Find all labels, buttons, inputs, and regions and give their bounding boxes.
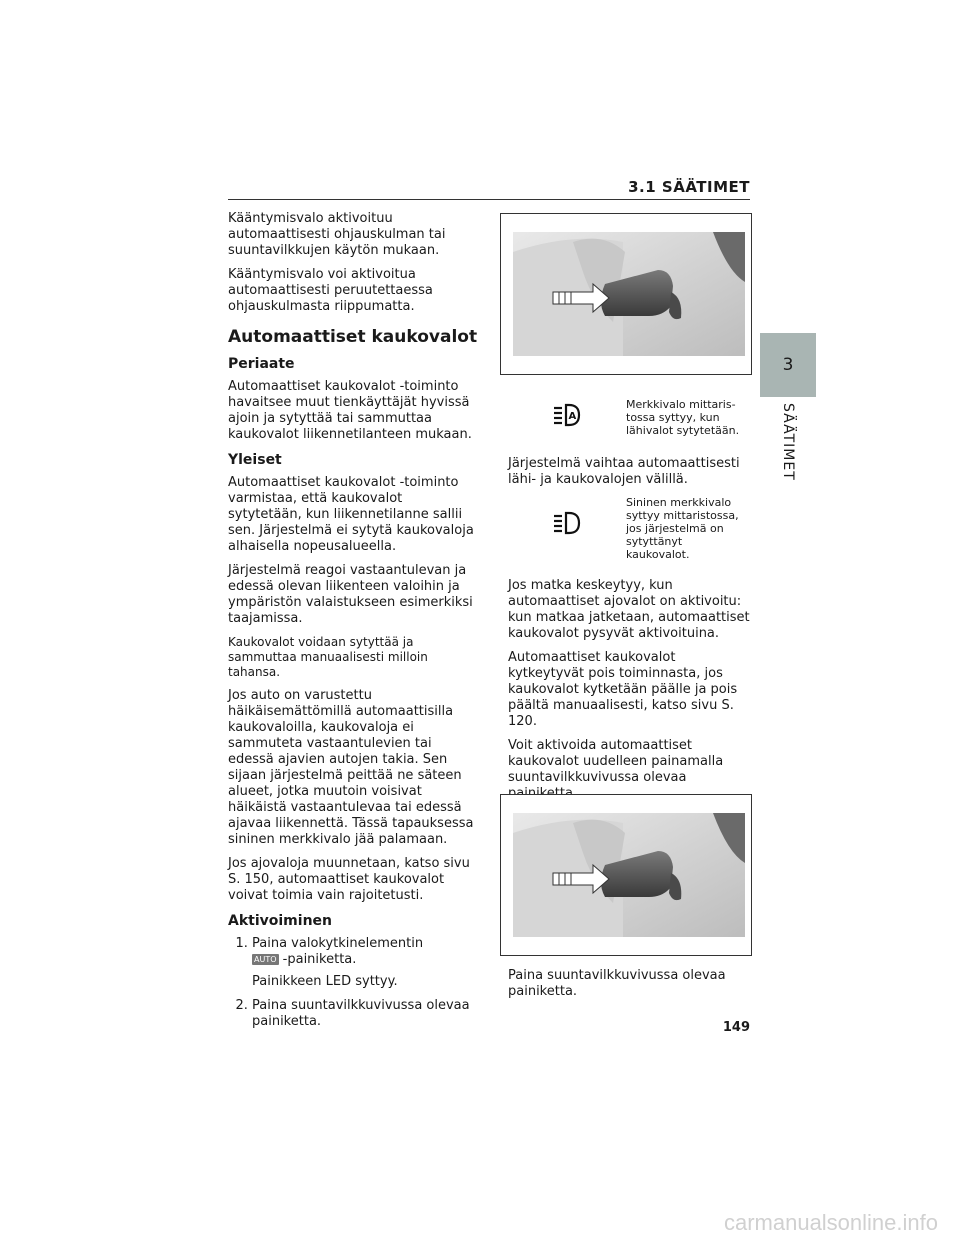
stalk-illustration (513, 813, 745, 937)
heading-principle: Periaate (228, 356, 295, 372)
activation-steps (228, 936, 478, 1030)
paragraph: Automaattiset kaukovalot -toiminto varmistaa, että kaukovalot sytytetään, kun liikennetilanne sallii sen. Järjestelmä ei sytytä kaukovaloja alhaisella nopeusalueella. (228, 475, 474, 554)
header-rule (228, 199, 750, 200)
paragraph: Automaattiset kaukovalot kytkeytyvät pois toiminnasta, jos kaukovalot kytketään päälle ja pois päältä manuaalisesti, katso sivu S. 120. (508, 650, 738, 729)
paragraph: Järjestelmä vaihtaa automaattisesti lähi- ja kaukovalojen välillä. (508, 456, 740, 487)
heading-activation: Aktivoiminen (228, 913, 332, 929)
chapter-tab (760, 333, 816, 397)
auto-button-icon: AUTO (254, 955, 277, 964)
step-item: 1. Paina valokytkinelementin AUTO -painiketta. Painikkeen LED syttyy. (252, 936, 478, 990)
stalk-illustration (513, 232, 745, 356)
paragraph: Kääntymisvalo aktivoituu automaattisesti ohjauskulman tai suuntavilkkujen käytön mukaan. (228, 211, 446, 258)
paragraph: Jos auto on varustettu häikäisemättömillä automaattisilla kaukovaloilla, kaukovaloja ei sammuteta vastaantulevien tai edessä ajavien autojen takia. Sen sijaan järjestelmä peittää ne säteen alueet, jotka muutoin voisivat häikäistä vastaantulevaa tai edessä ajavaa liikennettä. Tässä tapauksessa sininen merkkivalo jää palamaan. (228, 688, 474, 847)
paragraph-note: Kaukovalot voidaan sytyttää ja sammuttaa manuaalisesti milloin tahansa. (228, 635, 428, 679)
step-item: 2. Paina suuntavilkkuvivussa olevaa painiketta. (252, 998, 478, 1030)
heading-automatic-high-beams: Automaattiset kaukovalot (228, 327, 478, 347)
indicator-row-high-beam (508, 496, 744, 561)
chapter-label (760, 402, 816, 482)
chapter-label-text: SÄÄTIMET (780, 403, 796, 481)
page-number: 149 (722, 1020, 750, 1035)
indicator-row-auto (508, 398, 744, 437)
step-note: Painikkeen LED syttyy. (252, 974, 398, 989)
indicator-caption: Sininen merkkivalo syttyy mittaristossa, jos järjestelmä on sytyttänyt kaukovalot. (626, 496, 739, 561)
auto-high-beam-indicator-icon (553, 402, 581, 428)
right-column-bottom (508, 968, 752, 1008)
paragraph: Kääntymisvalo voi aktivoitua automaattisesti peruutettaessa ohjauskulmasta riippumatta. (228, 267, 433, 314)
svg-text:A: A (568, 411, 577, 422)
high-beam-indicator-icon (553, 510, 581, 536)
heading-general: Yleiset (228, 452, 282, 468)
left-column (228, 211, 478, 1038)
paragraph: Jos ajovaloja muunnetaan, katso sivu S. 150, automaattiset kaukovalot voivat toimia vain rajoitetusti. (228, 856, 470, 903)
chapter-number: 3 (782, 355, 794, 375)
indicator-caption: Merkkivalo mittaristossa syttyy, kun lähivalot sytytetään. (626, 398, 740, 437)
paragraph: Automaattiset kaukovalot -toiminto havaitsee muut tienkäyttäjät hyvissä ajoin ja sytyttää tai sammuttaa kaukovalot liikennetilanteen mukaan. (228, 379, 472, 442)
paragraph: Paina suuntavilkkuvivussa olevaa painiketta. (508, 968, 726, 999)
paragraph: Voit aktivoida automaattiset kaukovalot uudelleen painamalla suuntavilkkuvivussa olevaa (508, 738, 724, 785)
watermark: carmanualsonline.info (723, 1210, 938, 1235)
stalk-figure-deactivation (500, 794, 752, 956)
paragraph: Jos matka keskeytyy, kun automaattiset ajovalot on aktivoitu: kun matkaa jatketaan, automaattiset kaukovalot pysyvät aktivoituina. (508, 578, 750, 641)
paragraph: Järjestelmä reagoi vastaantulevan ja edessä olevan liikenteen valoihin ja ympäristön valaistukseen esimerkiksi taajamissa. (228, 563, 473, 626)
right-column-top (508, 456, 752, 496)
stalk-figure-activation (500, 213, 752, 375)
section-title: 3.1 SÄÄTIMET (628, 178, 750, 196)
